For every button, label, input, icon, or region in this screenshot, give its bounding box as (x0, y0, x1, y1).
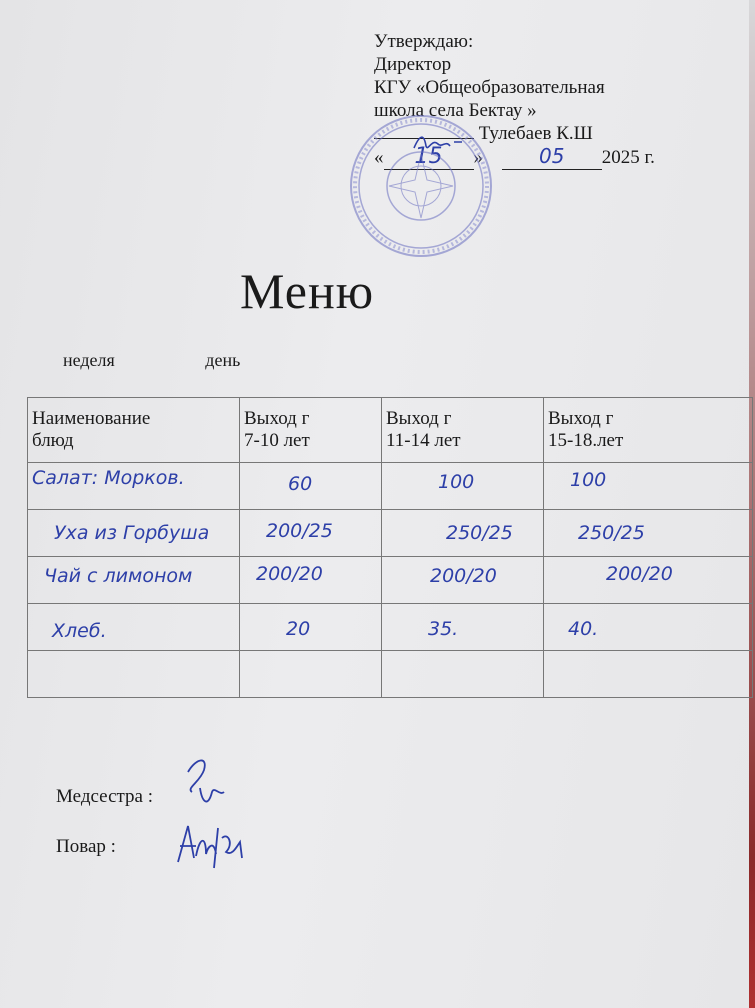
table-row (28, 463, 753, 510)
week-label: неделя (63, 350, 115, 370)
dish-name: Салат: Морков. (32, 467, 185, 489)
table-row (28, 557, 753, 604)
output-11-14: 35. (428, 618, 459, 640)
output-15-18: 100 (570, 469, 607, 491)
approve-heading: Утверждаю: (374, 31, 474, 52)
nurse-signature (178, 752, 238, 816)
output-11-14: 250/25 (446, 522, 513, 544)
organization-line-1: КГУ «Общеобразовательная (374, 77, 605, 98)
quote-open: « (374, 147, 384, 168)
table-row (28, 604, 753, 651)
date-month: 05 (539, 144, 565, 168)
dish-name: Чай с лимоном (44, 565, 193, 587)
output-7-10: 200/25 (266, 520, 333, 542)
menu-table (27, 397, 753, 698)
cook-label: Повар : (56, 836, 116, 857)
quote-close: » (473, 147, 483, 168)
header-dish-name: Наименование блюд (28, 398, 240, 463)
table-header-row (28, 398, 753, 463)
table-row (28, 510, 753, 557)
week-day-row (63, 350, 326, 371)
output-11-14: 200/20 (430, 565, 497, 587)
dish-name: Уха из Горбуша (54, 522, 210, 544)
day-label: день (205, 350, 241, 370)
director-signature (410, 130, 470, 156)
page-title: Меню (240, 263, 375, 319)
output-15-18: 200/20 (606, 563, 673, 585)
date-day: 15 (414, 144, 443, 169)
table-row (28, 651, 753, 698)
header-output-15-18: Выход г 15-18.лет (544, 398, 753, 463)
output-15-18: 250/25 (578, 522, 645, 544)
director-name: Тулебаев К.Ш (478, 123, 593, 144)
date-year: 2025 г. (601, 147, 655, 168)
organization-line-2: школа села Бектау » (374, 100, 537, 121)
director-position: Директор (374, 54, 452, 75)
cook-signature (166, 818, 256, 874)
output-7-10: 60 (288, 473, 313, 495)
output-7-10: 200/20 (256, 563, 323, 585)
output-7-10: 20 (286, 618, 311, 640)
nurse-label: Медсестра : (56, 786, 153, 807)
header-output-7-10: Выход г 7-10 лет (240, 398, 382, 463)
output-11-14: 100 (438, 471, 475, 493)
header-output-11-14: Выход г 11-14 лет (382, 398, 544, 463)
output-15-18: 40. (568, 618, 599, 640)
dish-name: Хлеб. (52, 620, 107, 642)
